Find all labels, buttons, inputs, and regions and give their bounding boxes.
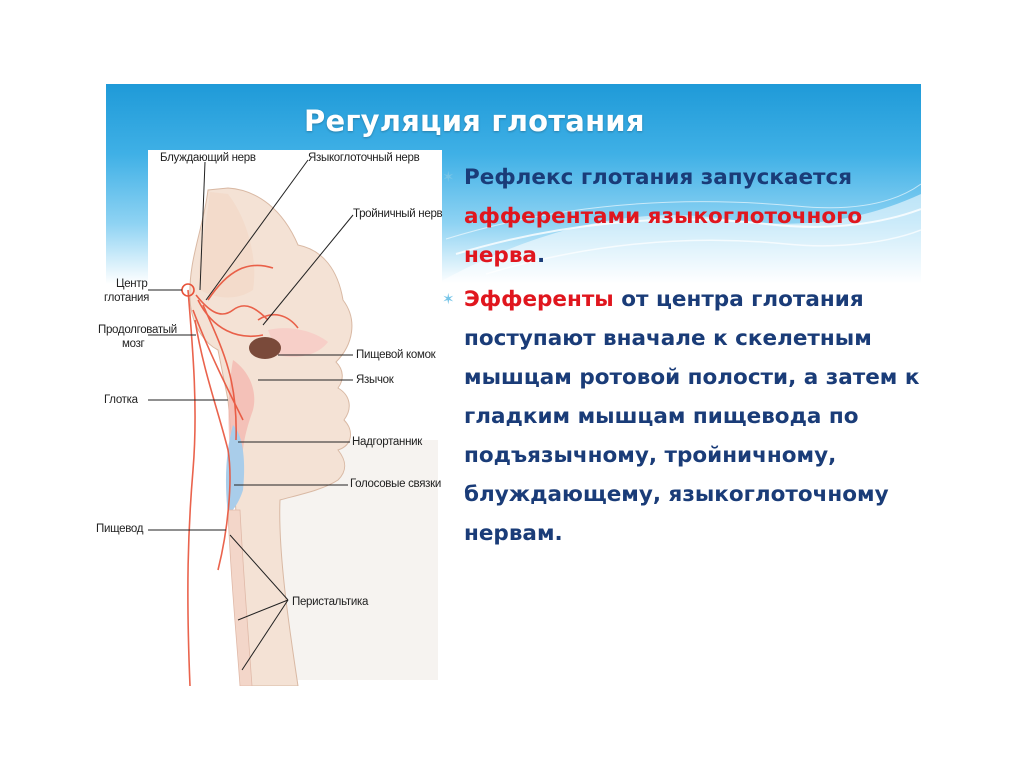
bullet-2-text: от центра глотания поступают вначале к скелетным мышцам ротовой полости, а затем к гладким мышцам пищевода по подъязычному, тройничному, блуждающему, языкоглоточному нервам.: [464, 287, 920, 546]
label-vocal-cords: Голосовые связки: [350, 478, 441, 490]
label-swallowing-center-2: глотания: [104, 292, 150, 304]
label-medulla-1: Продолговатый: [98, 324, 177, 336]
bullet-1-text-end: .: [536, 243, 546, 268]
bullet-1-text-start: Рефлекс глотания запускается: [464, 165, 853, 190]
label-food-bolus: Пищевой комок: [356, 349, 436, 361]
label-uvula: Язычок: [356, 374, 394, 386]
bullet-list: [440, 158, 930, 553]
label-glossopharyngeal-nerve: Языкоглоточный нерв: [308, 152, 420, 164]
anatomy-figure: [96, 150, 443, 686]
bullet-item-2: [440, 280, 930, 553]
slide-title: Регуляция глотания: [304, 104, 645, 138]
label-esophagus: Пищевод: [96, 523, 144, 535]
bullet-2-highlight: Эфференты: [464, 287, 614, 312]
label-peristalsis: Перистальтика: [292, 596, 369, 608]
bullet-star-icon: ✶: [442, 290, 455, 308]
label-medulla-2: мозг: [122, 338, 145, 350]
label-trigeminal-nerve: Тройничный нерв: [353, 208, 443, 220]
bullet-star-icon: ✶: [442, 168, 455, 186]
label-pharynx: Глотка: [104, 394, 138, 406]
bullet-1-highlight: афферентами языкоглоточного нерва: [464, 204, 863, 268]
label-epiglottis: Надгортанник: [352, 436, 422, 448]
bullet-item-1: [440, 158, 930, 275]
slide-content: [440, 158, 930, 553]
label-vagus-nerve: Блуждающий нерв: [160, 152, 256, 164]
label-swallowing-center-1: Центр: [116, 278, 148, 290]
